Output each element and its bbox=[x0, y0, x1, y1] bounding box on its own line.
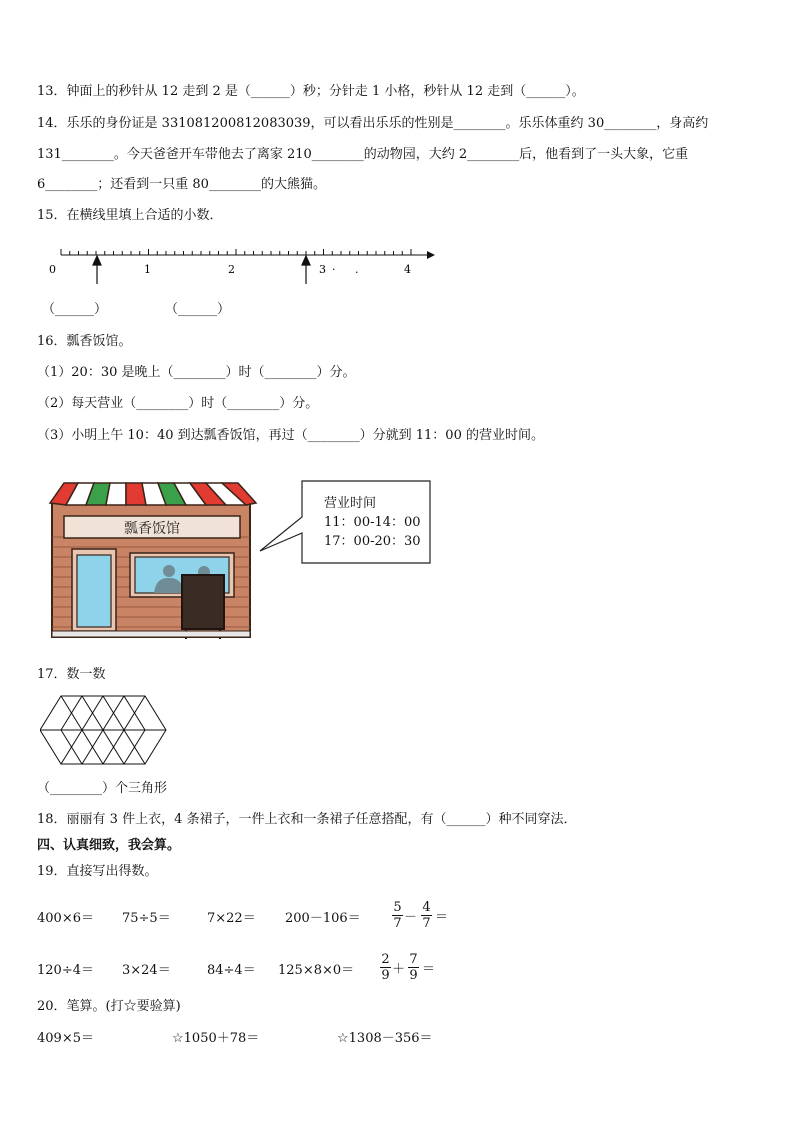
q20-item3: ☆1308－356＝ bbox=[337, 1031, 433, 1046]
tick-dot-2: . bbox=[355, 263, 359, 276]
tick-label-0: 0 bbox=[49, 263, 56, 276]
q17-answer: （________）个三角形 bbox=[37, 781, 168, 796]
q15-blank-2: （______） bbox=[165, 302, 231, 317]
section4-title: 四、认真细致，我会算。 bbox=[37, 838, 181, 853]
fraction-2-9: 2 9 bbox=[381, 952, 390, 983]
q20-item1: 409×5＝ bbox=[37, 1031, 94, 1046]
q14-line3: 6________；还看到一只重 80________的大熊猫。 bbox=[37, 177, 326, 192]
q16-title: 16．瓢香饭馆。 bbox=[37, 334, 132, 349]
hours-line-2: 17：00-20：30 bbox=[324, 534, 421, 549]
fraction-operator: ＋ bbox=[392, 962, 406, 977]
up-arrow-icon bbox=[302, 256, 310, 284]
q17-title: 17．数一数 bbox=[37, 667, 106, 682]
up-arrow-icon bbox=[93, 256, 101, 284]
q18-text: 18．丽丽有 3 件上衣，4 条裙子，一件上衣和一条裙子任意搭配，有（______）种不同穿法． bbox=[37, 812, 577, 827]
tick-label-1: 1 bbox=[144, 263, 151, 276]
q19-row2-item1: 120÷4＝ bbox=[37, 963, 94, 978]
fraction-equals: ＝ bbox=[435, 910, 449, 925]
number-line bbox=[37, 240, 437, 285]
axis-arrow-icon bbox=[427, 251, 435, 259]
tick-label-3: 3 bbox=[319, 263, 326, 276]
q19-row1-item3: 7×22＝ bbox=[207, 911, 256, 926]
q19-title: 19．直接写出得数。 bbox=[37, 864, 158, 879]
q20-item2: ☆1050＋78＝ bbox=[172, 1031, 260, 1046]
fraction-7-9: 7 9 bbox=[409, 952, 418, 983]
q19-row2-item4: 125×8×0＝ bbox=[278, 963, 355, 978]
q20-title: 20．笔算。(打☆要验算) bbox=[37, 999, 181, 1014]
fraction-equals: ＝ bbox=[422, 962, 436, 977]
q13-text: 13．钟面上的秒针从 12 走到 2 是（______）秒；分针走 1 小格，秒针从 12 走到（______）。 bbox=[37, 84, 585, 99]
q19-row1-item2: 75÷5＝ bbox=[122, 911, 171, 926]
q14-line1: 14．乐乐的身份证是 331081200812083039，可以看出乐乐的性别是________。乐乐体重约 30________，身高约 bbox=[37, 116, 709, 131]
shop-sign: 瓢香饭馆 bbox=[124, 521, 180, 537]
q19-row1-item1: 400×6＝ bbox=[37, 911, 94, 926]
q19-row2-item2: 3×24＝ bbox=[122, 963, 171, 978]
hours-line-1: 11：00-14：00 bbox=[324, 515, 421, 530]
q15-title: 15．在横线里填上合适的小数． bbox=[37, 208, 223, 223]
tick-label-4: 4 bbox=[404, 263, 411, 276]
tick-dot-1: · bbox=[332, 263, 336, 276]
q16-sub3: （3）小明上午 10：40 到达瓢香饭馆，再过（________）分就到 11：00 的营业时间。 bbox=[37, 428, 544, 443]
fraction-4-7: 4 7 bbox=[422, 900, 431, 931]
bubble-title: 营业时间 bbox=[324, 496, 377, 511]
q16-sub1: （1）20：30 是晚上（________）时（________）分。 bbox=[37, 365, 356, 380]
q19-row2-item3: 84÷4＝ bbox=[207, 963, 256, 978]
tick-label-2: 2 bbox=[228, 263, 235, 276]
restaurant-illustration bbox=[44, 475, 444, 645]
q19-row1-item4: 200－106＝ bbox=[285, 911, 361, 926]
striped-awning bbox=[50, 483, 256, 505]
fraction-operator: － bbox=[404, 910, 418, 925]
q14-line2: 131________。今天爸爸开车带他去了离家 210________的动物园，大约 2________后，他看到了一头大象，它重 bbox=[37, 147, 689, 162]
q15-blank-1: （______） bbox=[42, 302, 108, 317]
fraction-5-7: 5 7 bbox=[393, 900, 402, 931]
triangle-hexagon-figure bbox=[40, 694, 180, 766]
q16-sub2: （2）每天营业（________）时（________）分。 bbox=[37, 396, 319, 411]
